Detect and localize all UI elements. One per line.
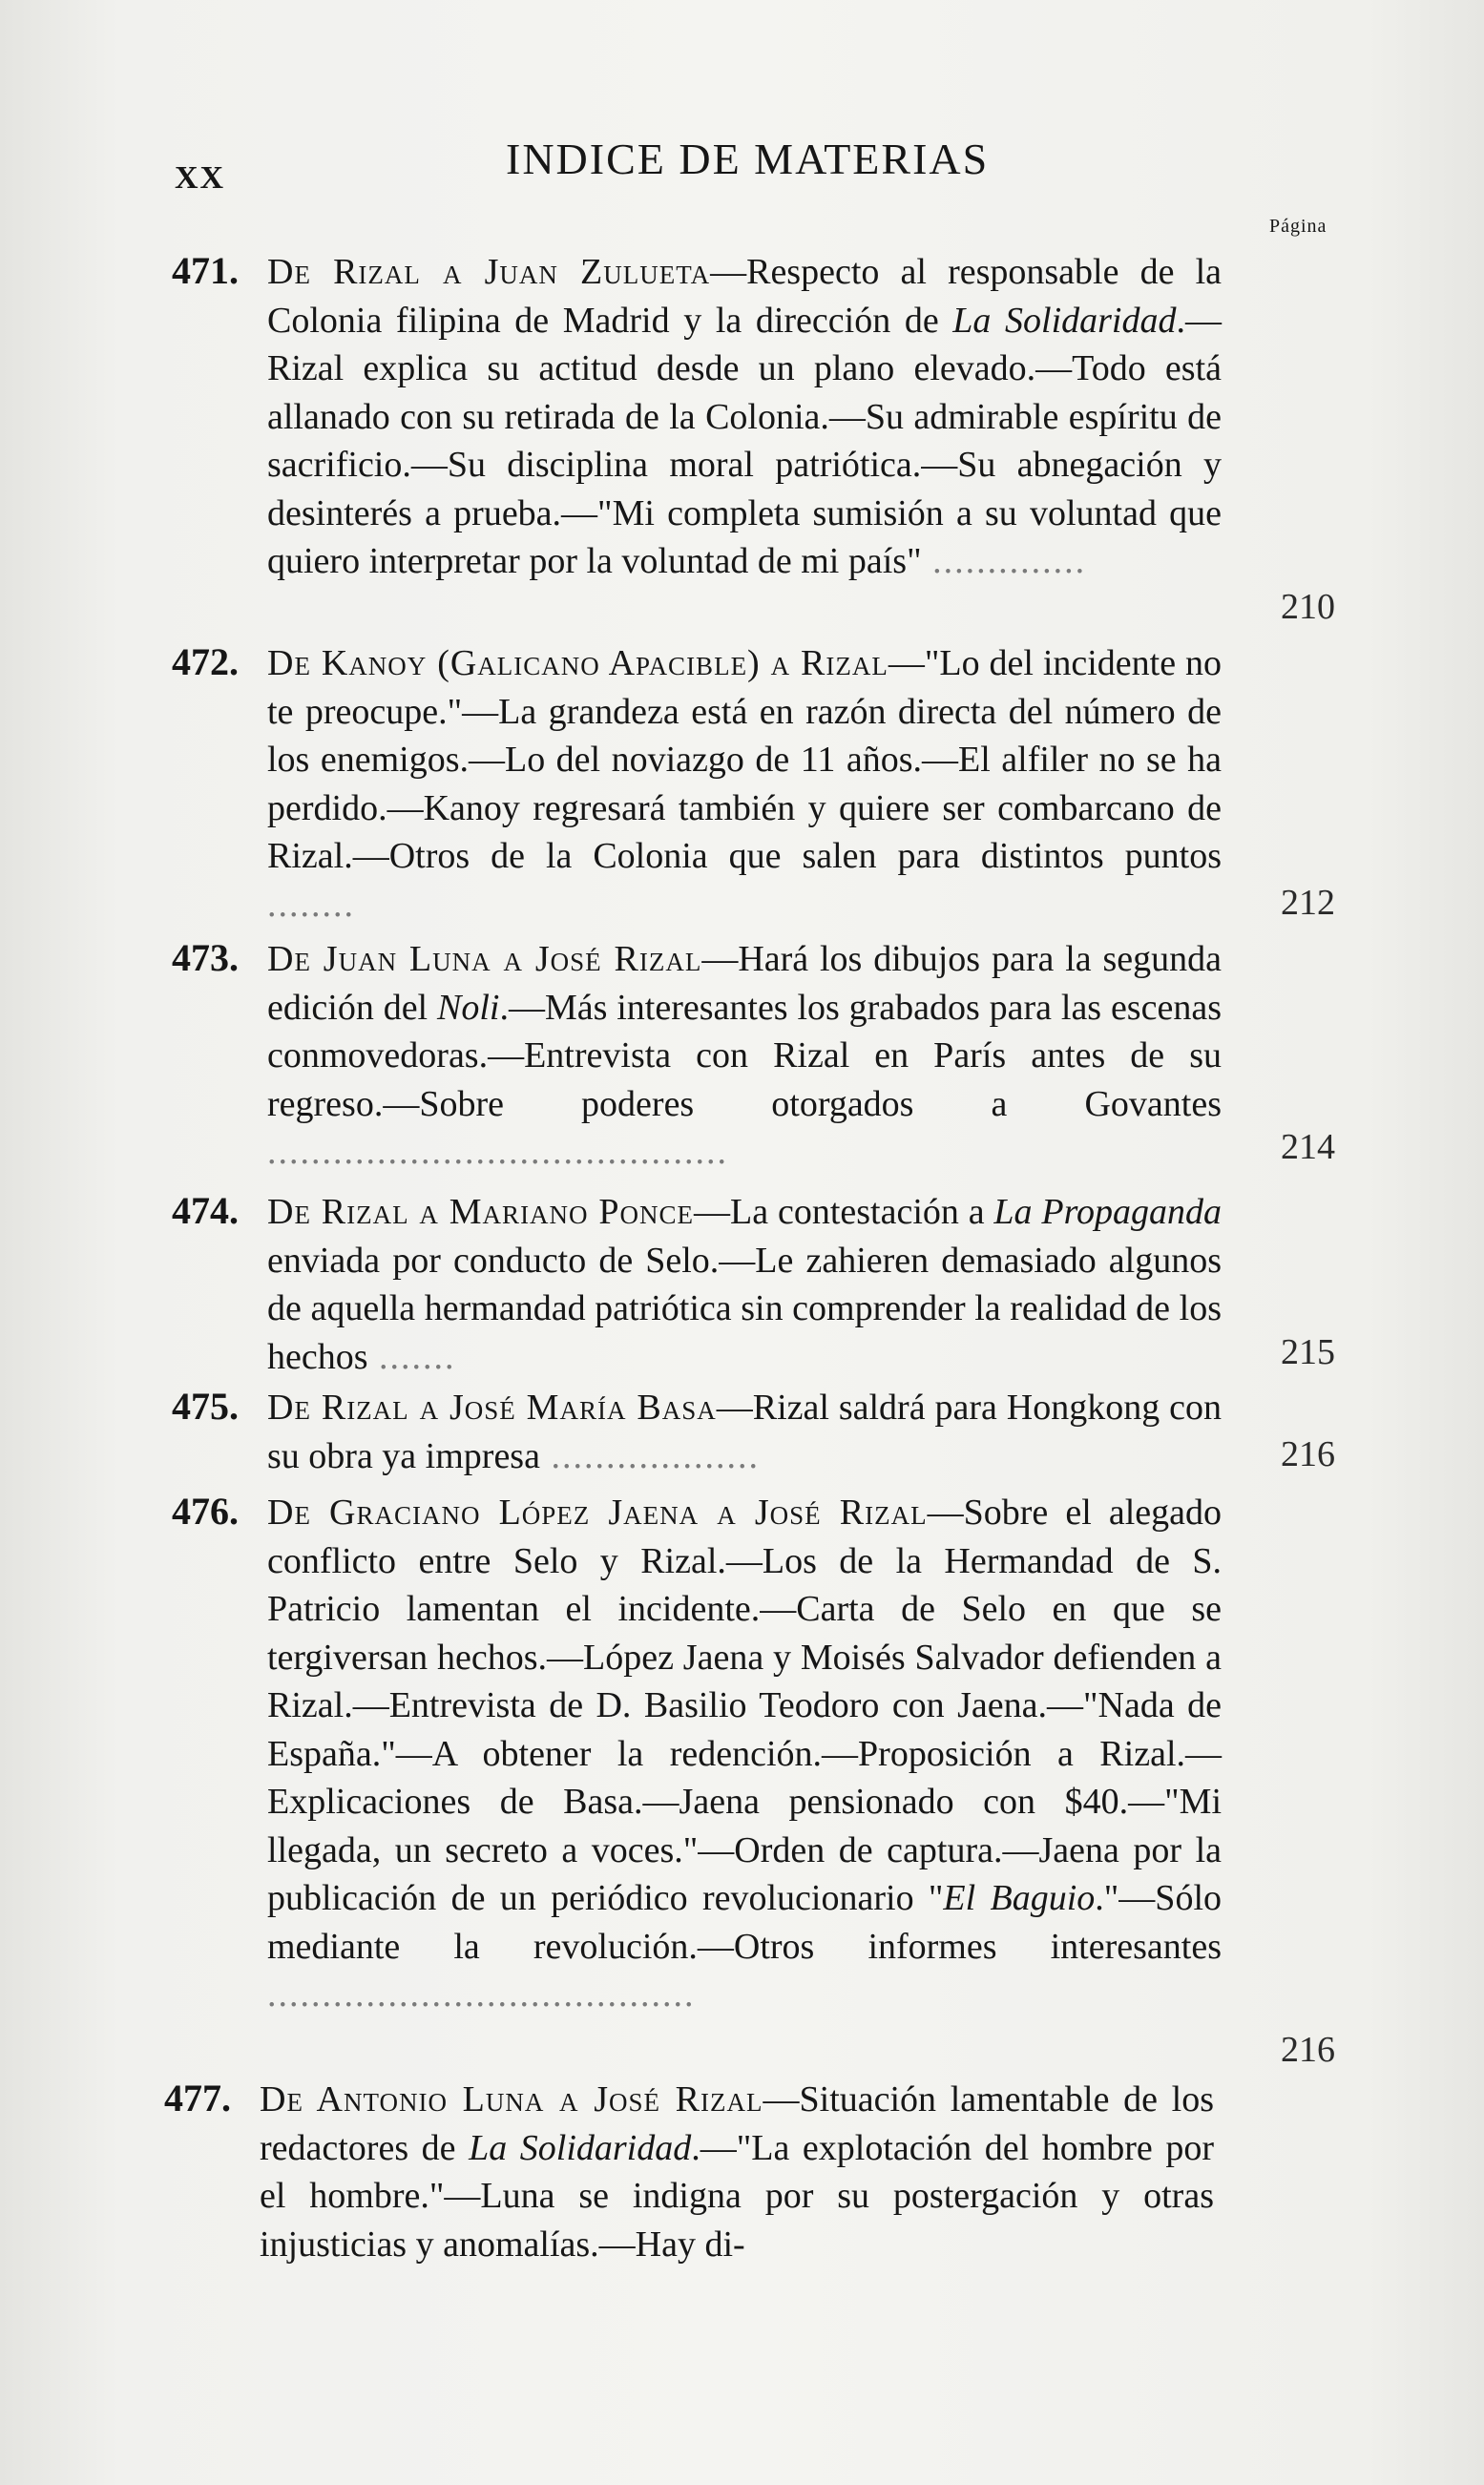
folio: XX [175,160,226,196]
entry-text: De Rizal a Mariano Ponce—La contestación a La Propaganda enviada por conducto de Selo.—Le zahieren demasiado algunos de aquella hermandad patriótica sin comprender la realidad de los hechos ....... [267,1192,1222,1377]
entry-heading: De Antonio Luna a José Rizal [260,2079,763,2120]
entry-page-number: 210 [1281,587,1335,627]
entry-heading: De Rizal a Mariano Ponce [267,1192,695,1232]
entry-number: 477. [164,2077,231,2120]
entry-text: De Rizal a José María Basa—Rizal saldrá para Hongkong con su obra ya impresa ................... [267,1388,1222,1476]
entry-heading: De Rizal a José María Basa [267,1388,717,1428]
dot-leader: ................... [539,1435,760,1476]
dot-leader: ........ [267,884,355,925]
entry-text: De Antonio Luna a José Rizal—Situación lamentable de los redactores de La Solidaridad.—"La explotación del hombre por el hombre."—Luna se indigna por su postergación y otras injusticias y anomalías.—Hay di- [260,2079,1215,2265]
entry-number: 475. [172,1385,239,1428]
entry-text: De Graciano López Jaena a José Rizal—Sobre el alegado conflicto entre Selo y Rizal.—Los de la Hermandad de S. Patricio lamentan el incidente.—Carta de Selo en que se tergiversan hechos.—López Jaena y Moisés Salvador defienden a Rizal.—Entrevista de D. Basilio Teodoro con Jaena.—"Nada de España."—A obtener la redención.—Proposición a Rizal.—Explicaciones de Basa.—Jaena pensionado con $40.—"Mi llegada, un secreto a voces."—Orden de captura.—Jaena por la publicación de un periódico revolucionario "El Baguio."—Sólo mediante la revolución.—Otros informes interesantes ....................................... [267,1493,1223,2015]
dot-leader: ....... [367,1336,456,1377]
dot-leader: ....................................... [267,1974,696,2015]
entry-heading: De Kanoy (Galicano Apacible) a Rizal [267,643,888,683]
entry-number: 471. [172,249,239,292]
entry-text: De Kanoy (Galicano Apacible) a Rizal—"Lo del incidente no te preocupe."—La grandeza está en razón directa del número de los enemigos.—Lo del noviazgo de 11 años.—El alfiler no se ha perdido.—Kanoy regresará también y quiere ser combarcano de Rizal.—Otros de la Colonia que salen para distintos puntos ........ [267,643,1223,925]
entry-number: 476. [172,1490,239,1533]
entry-heading: De Juan Luna a José Rizal [267,939,702,979]
entry-text: De Juan Luna a José Rizal—Hará los dibujos para la segunda edición del Noli.—Más interesantes los grabados para las escenas conmovedoras.—Entrevista con Rizal en París antes de su regreso.—Sobre poderes otorgados a Govantes .......................................... [267,939,1222,1172]
entry-page-number: 214 [1281,1127,1335,1167]
entry-number: 473. [172,936,239,979]
entry-heading: De Rizal a Juan Zulueta [267,252,711,292]
entry-number: 474. [172,1189,239,1232]
running-title: INDICE DE MATERIAS [506,135,990,183]
entry-page-number: 216 [1281,2030,1335,2070]
entry-page-number: 216 [1281,1434,1335,1474]
dot-leader: .......................................... [267,1132,728,1172]
dot-leader: .............. [921,541,1087,581]
entry-page-number: 215 [1281,1332,1335,1372]
entry-heading: De Graciano López Jaena a José Rizal [267,1493,928,1533]
page-column-label: Página [1269,216,1327,237]
entry-number: 472. [172,640,239,683]
entry-page-number: 212 [1281,883,1335,923]
entry-text: De Rizal a Juan Zulueta—Respecto al responsable de la Colonia filipina de Madrid y la dirección de La Solidaridad.—Rizal explica su actitud desde un plano elevado.—Todo está allanado con su retirada de la Colonia.—Su admirable espíritu de sacrificio.—Su disciplina moral patriótica.—Su abnegación y desinterés a prueba.—"Mi completa sumisión a su voluntad que quiero interpretar por la voluntad de mi país" .............. [267,252,1223,581]
